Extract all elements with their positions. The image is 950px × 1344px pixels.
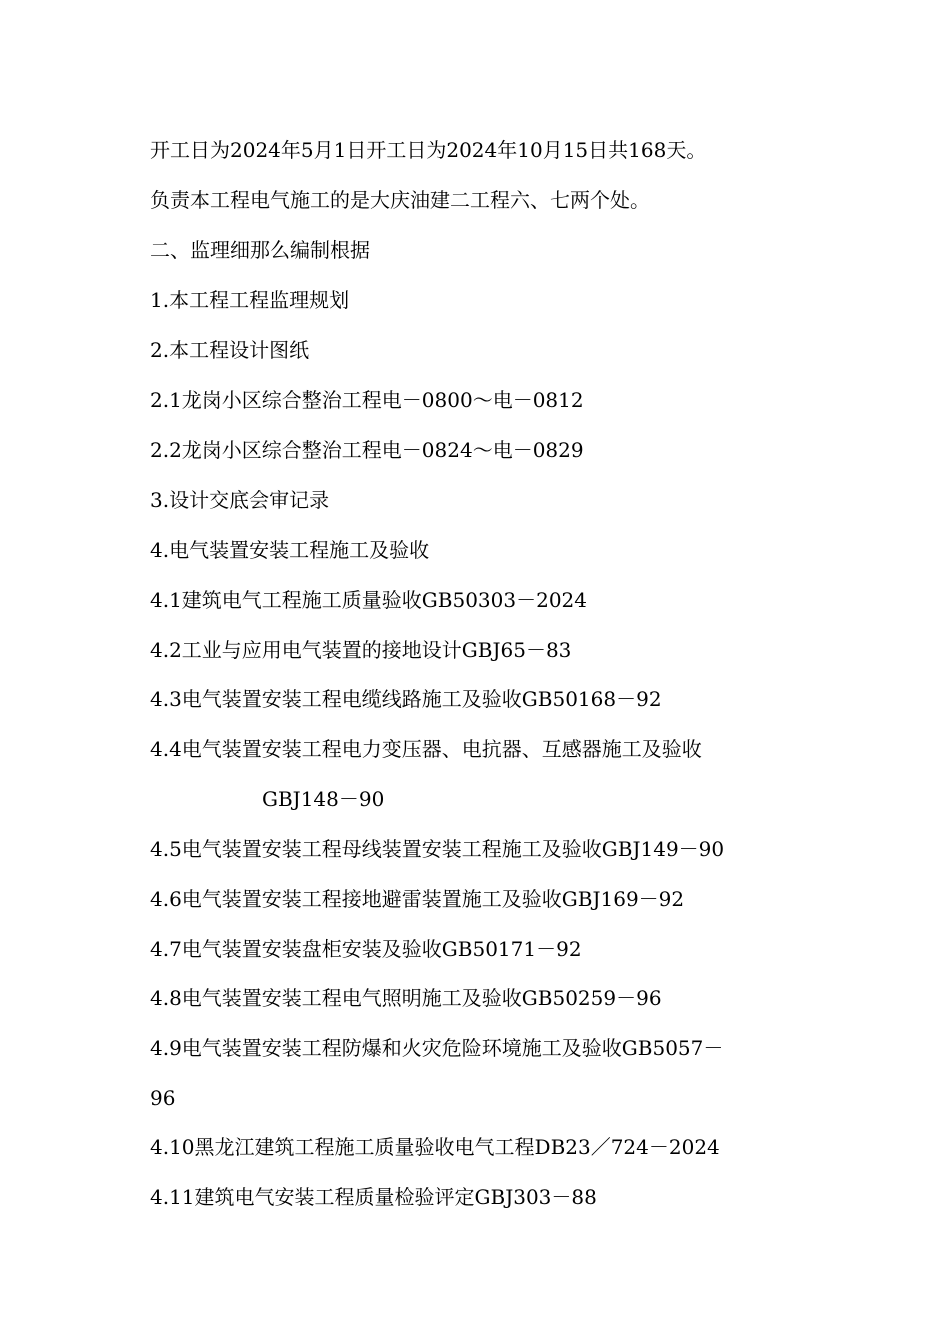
list-item: 2.2龙岗小区综合整治工程电－0824～电－0829: [150, 438, 584, 462]
list-item: 4.6电气装置安装工程接地避雷装置施工及验收GBJ169－92: [150, 887, 685, 911]
paragraph-schedule: 开工日为2024年5月1日开工日为2024年10月15日共168天。: [150, 138, 707, 162]
list-item: 2.本工程设计图纸: [150, 338, 310, 362]
list-item-continuation: GBJ148－90: [262, 787, 385, 811]
list-item: 4.8电气装置安装工程电气照明施工及验收GB50259－96: [150, 986, 662, 1010]
list-item: 4.2工业与应用电气装置的接地设计GBJ65－83: [150, 638, 572, 662]
list-item-continuation: 96: [150, 1086, 176, 1110]
list-item: 4.5电气装置安装工程母线装置安装工程施工及验收GBJ149－90: [150, 837, 725, 861]
list-item: 4.9电气装置安装工程防爆和火灾危险环境施工及验收GB5057－: [150, 1036, 724, 1060]
section-heading-basis: 二、监理细那么编制根据: [150, 238, 370, 262]
list-item: 4.7电气装置安装盘柜安装及验收GB50171－92: [150, 937, 582, 961]
list-item: 4.电气装置安装工程施工及验收: [150, 538, 430, 562]
list-item: 2.1龙岗小区综合整治工程电－0800～电－0812: [150, 388, 584, 412]
list-item: 4.1建筑电气工程施工质量验收GB50303－2024: [150, 588, 588, 612]
list-item: 4.3电气装置安装工程电缆线路施工及验收GB50168－92: [150, 687, 662, 711]
list-item: 4.11建筑电气安装工程质量检验评定GBJ303－88: [150, 1185, 597, 1209]
list-item: 4.4电气装置安装工程电力变压器、电抗器、互感器施工及验收: [150, 737, 702, 761]
list-item: 3.设计交底会审记录: [150, 488, 330, 512]
paragraph-contractor: 负责本工程电气施工的是大庆油建二工程六、七两个处。: [150, 188, 650, 212]
list-item: 4.10黑龙江建筑工程施工质量验收电气工程DB23／724－2024: [150, 1135, 720, 1159]
list-item: 1.本工程工程监理规划: [150, 288, 350, 312]
